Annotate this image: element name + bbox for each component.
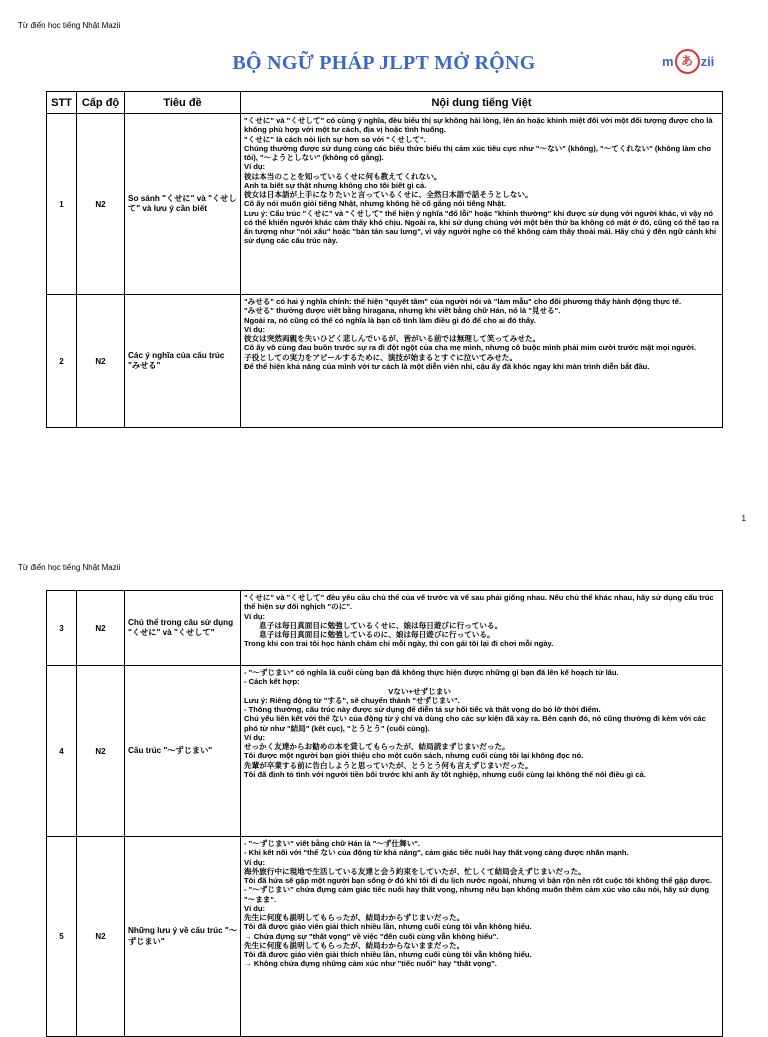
content-line: - "～ずじまい" viết bằng chữ Hán là "～ず仕舞い". — [244, 839, 421, 848]
content-line: Ví dụ: — [244, 903, 266, 913]
row-title: Chủ thể trong câu sử dụng "くせに" và "くせして" — [125, 591, 241, 666]
row-content — [241, 666, 723, 837]
table-row — [47, 114, 723, 295]
content-line: - Khi kết nối với "thể ない của động từ khả năng", cảm giác tiếc nuối hay thất vọng càng được nhấn mạnh. — [244, 848, 629, 858]
content-line: Cô ấy vô cùng đau buồn trước sự ra đi đột ngột của cha mẹ mình, nhưng cô buộc mình phải mỉm cười trước mặt mọi người. — [244, 343, 697, 353]
content-line: Ngoài ra, nó cũng có thể có nghĩa là bạn cố tình làm điều gì đó để cho ai đó thấy. — [244, 315, 536, 325]
row-stt: 3 — [47, 591, 77, 666]
content-line: "くせに" và "くせして" đều yêu cầu chủ thể của vế trước và vế sau phải giống nhau. Nếu chủ thể khác nhau, hãy sử dụng cấu trúc thể hiện sự đối nghịch "のに". — [244, 593, 714, 612]
content-line: Tôi đã hứa sẽ gặp một người bạn sống ở đó khi tôi đi du lịch nước ngoài, nhưng vì bận rộn nên rốt cuộc tôi không thể gặp được. — [244, 876, 713, 885]
content-line: Ví dụ: — [244, 732, 266, 742]
content-line: Lưu ý: Riêng động từ "する", sẽ chuyển thành "せずじまい". — [244, 695, 460, 705]
header-label-page-2: Từ điển học tiếng Nhật Mazii — [18, 563, 121, 572]
content-line: - "～ずじまい" chứa đựng cảm giác tiếc nuối hay thất vọng, nhưng nếu bạn không muốn thêm cảm xúc vào câu nói, hãy sử dụng "～まま". — [244, 885, 710, 904]
row-level: N2 — [77, 114, 125, 295]
content-line: Ví dụ: — [244, 324, 266, 334]
content-line: 彼女は突然両親を失いひどく悲しんでいるが、皆がいる前では無理して笑ってみせた。 — [244, 334, 541, 343]
content-line: - Cách kết hợp: — [244, 677, 300, 687]
content-line: せっかく友達からお勧めの本を貸してもらったが、結局読まずじまいだった。 — [244, 742, 510, 751]
content-line: Chúng thường được sử dụng cùng các biểu thức biểu thị cảm xúc tiêu cực như "～ない" (không), "～てくれない" (không làm cho tôi), "～ようとしない" (không cố gắng). — [244, 143, 712, 162]
row-content — [241, 114, 723, 295]
content-line: 息子は毎日真面目に勉強しているのに、娘は毎日遊びに行っている。 — [244, 630, 495, 639]
content-line: 先生に何度も説明してもらったが、結局わからないままだった。 — [244, 940, 465, 950]
header-label: Từ điển học tiếng Nhật Mazii — [18, 21, 121, 30]
content-line: Chủ yếu liên kết với thể ない của động từ ý chí và dùng cho các sự kiện đã xảy ra. Bên cạnh đó, nó cũng thường đi kèm với các phó từ như "結局" (kết cục), "とうとう" (cuối cùng). — [244, 714, 706, 733]
row-level: N2 — [77, 666, 125, 837]
grammar-table — [46, 91, 723, 428]
content-line: 先生に何度も説明してもらったが、結局わからずじまいだった。 — [244, 913, 465, 922]
row-content — [241, 591, 723, 666]
table-row — [47, 295, 723, 428]
content-line: Ví dụ: — [244, 162, 266, 172]
row-stt: 5 — [47, 837, 77, 1037]
header-stt: STT — [47, 92, 77, 114]
content-line: Ví dụ: — [244, 857, 266, 867]
content-line: → Chứa đựng sự "thất vọng" về việc "đến cuối cùng vẫn không hiểu". — [244, 931, 499, 941]
table-row — [47, 837, 723, 1037]
page-number: 1 — [741, 514, 746, 523]
content-line: Tôi đã định tỏ tình với người tiền bối trước khi anh ấy tốt nghiệp, nhưng cuối cùng lại không thể nói điều gì cả. — [244, 769, 646, 779]
row-content — [241, 295, 723, 428]
content-line: "くせに" và "くせして" có cùng ý nghĩa, đều biểu thị sự không hài lòng, lên án hoặc khinh miệt đối với một đối tượng được cho là không phù hợp với một tư cách, địa vị hoặc tình huống. — [244, 116, 713, 135]
content-line: Anh ta biết sự thật nhưng không cho tôi biết gì cả. — [244, 180, 427, 190]
content-line: - Thông thường, cấu trúc này được sử dụng để diễn tả sự hối tiếc và thất vọng do bỏ lỡ thời điểm. — [244, 705, 601, 714]
row-level: N2 — [77, 837, 125, 1037]
row-title: Các ý nghĩa của cấu trúc "みせる" — [125, 295, 241, 428]
row-stt: 1 — [47, 114, 77, 295]
content-line: 彼女は日本語が上手になりたいと言っているくせに、全然日本語で話そうとしない。 — [244, 190, 533, 199]
content-line: Tôi được một người bạn giới thiệu cho một cuốn sách, nhưng cuối cùng tôi lại không đọc nó. — [244, 751, 584, 761]
mazii-logo — [662, 47, 714, 75]
row-level: N2 — [77, 295, 125, 428]
content-line: → Không chứa đựng những cảm xúc như "tiếc nuối" hay "thất vọng". — [244, 959, 497, 969]
logo-left: m — [662, 53, 674, 69]
row-content — [241, 837, 723, 1037]
content-line: "みせる" thường được viết bằng hiragana, nhưng khi viết bằng chữ Hán, nó là "見せる". — [244, 306, 561, 316]
content-line: Lưu ý: Cấu trúc "くせに" và "くせして" thể hiện ý nghĩa "đổ lỗi" hoặc "khinh thường" khi được sử dụng với người khác, vì vậy nó có thể khiến người khác cảm thấy khó chịu. Ngoài ra, khi sử dụng chúng với một bên thứ ba không có mặt ở đó, cũng có thể tạo ra ấn tượng như "nói xấu" hoặc "bàn tán sau lưng", vì vậy người nghe có thể không cảm thấy thoải mái. Hãy chú ý đến ngữ cảnh khi sử dụng các cấu trúc này. — [244, 208, 719, 246]
content-line: 息子は毎日真面目に勉強しているくせに、娘は毎日遊びに行っている。 — [244, 620, 503, 630]
row-stt: 2 — [47, 295, 77, 428]
content-line: Ví dụ: — [244, 611, 266, 621]
row-stt: 4 — [47, 666, 77, 837]
table-header-row — [47, 92, 723, 114]
row-title: Những lưu ý về cấu trúc "～ずじまい" — [125, 837, 241, 1037]
content-line: Để thể hiện khả năng của mình với tư cách là một diễn viên nhí, cậu ấy đã khóc ngay khi màn trình diễn bắt đầu. — [244, 361, 650, 371]
header-level: Cấp độ — [77, 92, 125, 114]
content-line: 先輩が卒業する前に告白しようと思っていたが、とうとう何も言えずじまいだった。 — [244, 760, 533, 770]
row-level: N2 — [77, 591, 125, 666]
row-title: Cấu trúc "～ずじまい" — [125, 666, 241, 837]
table-row — [47, 591, 723, 666]
logo-circle: あ — [675, 49, 700, 74]
header-title: Tiêu đề — [125, 92, 241, 114]
grammar-table-page-2 — [46, 590, 723, 1037]
row-title: So sánh "くせに" và "くせして" và lưu ý cần biết — [125, 114, 241, 295]
content-line: 海外旅行中に現地で生活している友達と会う約束をしていたが、忙しくて結局会えずじまいだった。 — [244, 866, 586, 876]
logo-right: zii — [700, 53, 715, 69]
content-line: "くせに" là cách nói lịch sự hơn so với "くせして". — [244, 134, 426, 144]
content-line: 彼は本当のことを知っているくせに何も教えてくれない。 — [244, 171, 442, 181]
table-row — [47, 666, 723, 837]
content-line: Vない+せずじまい — [244, 686, 451, 696]
page-title: BỘ NGỮ PHÁP JLPT MỞ RỘNG — [232, 52, 536, 74]
content-line: Cô ấy nói muốn giỏi tiếng Nhật, nhưng không hề cố gắng nói tiếng Nhật. — [244, 199, 506, 209]
content-line: Tôi đã được giáo viên giải thích nhiều lần, nhưng cuối cùng tôi vẫn không hiểu. — [244, 950, 532, 959]
content-line: 子役としての実力をアピールするために、演技が始まるとすぐに泣いてみせた。 — [244, 352, 517, 362]
header-content: Nội dung tiếng Việt — [241, 92, 723, 114]
content-line: - "～ずじまい" có nghĩa là cuối cùng bạn đã không thực hiện được những gì bạn đã lên kế hoạch từ lâu. — [244, 668, 619, 677]
content-line: Tôi đã được giáo viên giải thích nhiều lần, nhưng cuối cùng tôi vẫn không hiểu. — [244, 922, 532, 932]
content-line: "みせる" có hai ý nghĩa chính: thể hiện "quyết tâm" của người nói và "làm mẫu" cho đối phương thấy hành động thực tế. — [244, 297, 682, 306]
content-line: Trong khi con trai tôi học hành chăm chỉ mỗi ngày, thì con gái tôi lại đi chơi mỗi ngày. — [244, 639, 554, 649]
